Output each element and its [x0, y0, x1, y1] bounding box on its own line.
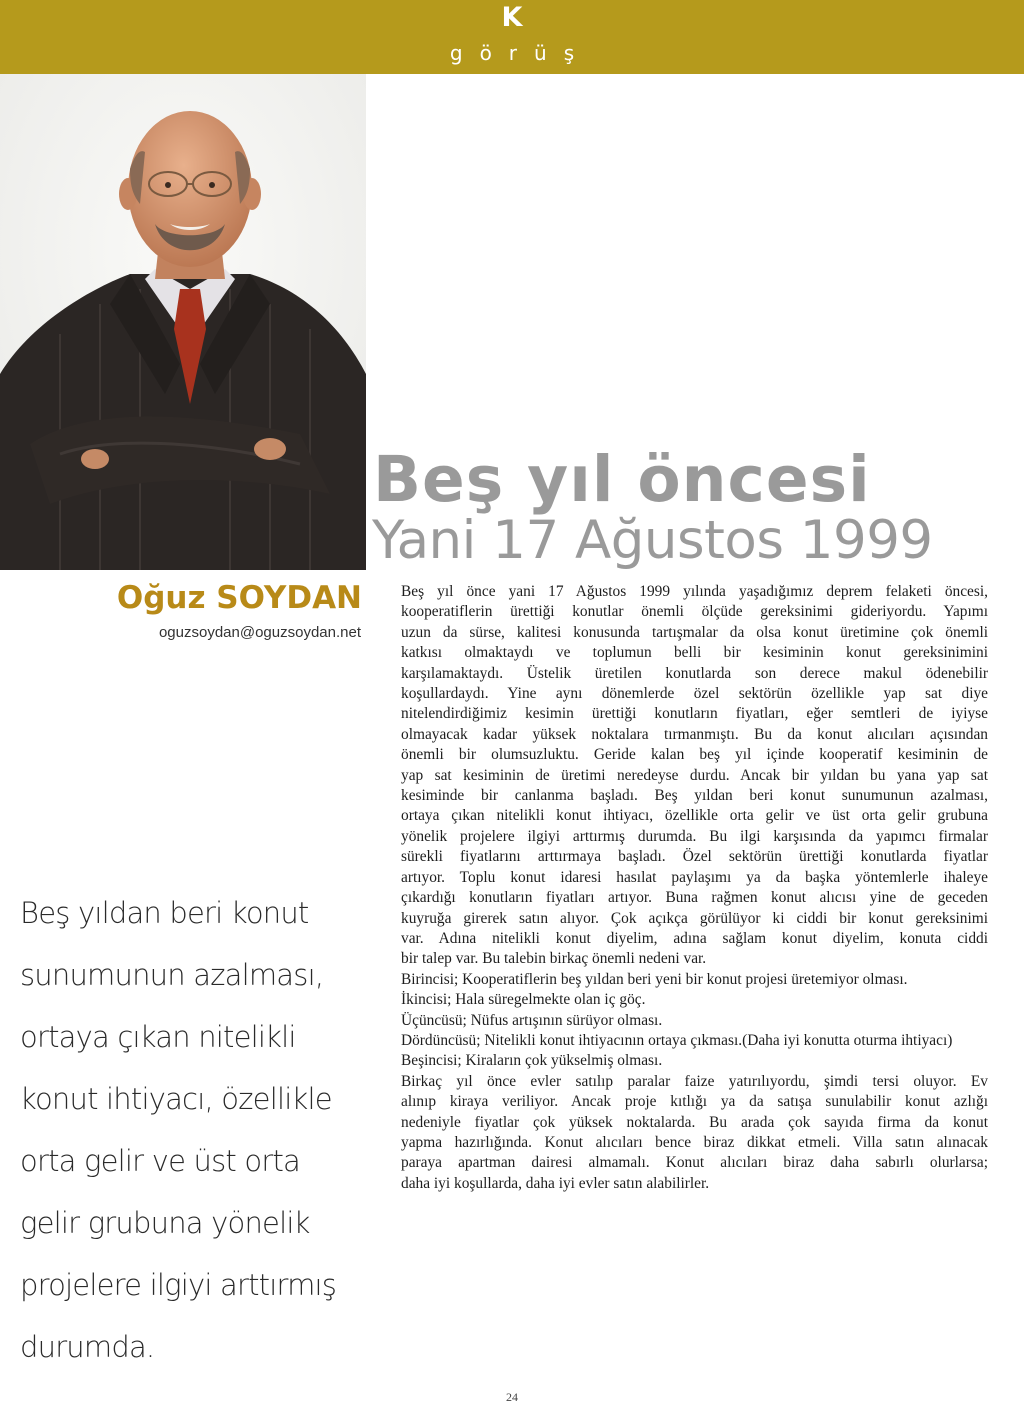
article-line: olmayacak kadar yüksek noktalara tırmanmıştı. Bu da konut alıcıları açısından: [401, 725, 988, 743]
article-paragraph-closing: [376, 1072, 988, 1194]
header-bar: [0, 0, 1024, 74]
article-line: alınıp kiraya veriliyor. Ancak proje kıtlığı ya da satışa sunulabilir konut azlığı: [401, 1093, 988, 1111]
article-line: Birkaç yıl önce evler satılıp paralar faize yatırılıyordu, şimdi tersi oluyor. Ev: [401, 1072, 988, 1090]
article-line: koşullardaydı. Yine aynı dönemlerde özel sektörün özellikle yap sat diye: [401, 685, 988, 703]
magazine-logo: K: [501, 2, 523, 33]
author-photo: [0, 74, 366, 570]
pull-quote: [20, 882, 355, 1378]
article-line: nitelendirdiğimiz kesimin ürettiği konutların fiyatları, eğer semtleri de iyiyse: [401, 705, 988, 723]
article-line: bir talep var. Bu talebin birkaç önemli nedeni var.: [401, 950, 707, 968]
reason-5: Beşincisi; Kiraların çok yükselmiş olması.: [401, 1052, 663, 1070]
author-email[interactable]: oguzsoydan@oguzsoydan.net: [158, 624, 361, 641]
article-line: artıyor. Toplu konut idaresi hasılat paylaşımı ya da başka yöntemlerle ihaleye: [401, 868, 988, 886]
section-label: görüş: [449, 41, 592, 65]
article-line: yapma hazırlığında. Konut alıcıları bence biraz dikkat etmeli. Villa satın alınacak: [401, 1133, 988, 1151]
pull-quote-line: orta gelir ve üst orta: [20, 1144, 301, 1178]
article-line: Beş yıl önce yani 17 Ağustos 1999 yılında yaşadığımız deprem felaketi öncesi,: [401, 583, 988, 600]
author-name: Oğuz SOYDAN: [116, 580, 362, 616]
article-line: kesiminde bir canlanma başladı. Beş yıldan beri konut sunumunun azalması,: [401, 787, 988, 805]
article-paragraph-1: [376, 582, 988, 970]
reason-1: Birincisi; Kooperatiflerin beş yıldan beri yeni bir konut projesi üretemiyor olması.: [401, 970, 908, 988]
page-number: 24: [506, 1390, 518, 1404]
pull-quote-line: sunumunun azalması,: [20, 958, 324, 992]
article-line: uzun da sürse, kalitesi konusunda tartışmalar da olsa konut üretimine çok önemli: [401, 623, 988, 641]
reason-2: İkincisi; Hala süregelmekte olan iç göç.: [401, 991, 646, 1009]
article-line: kuyruğa girerek satın alıyor. Çok açıkça görülüyor ki ciddi bir konut gereksinimi: [401, 909, 988, 927]
article-line: karşılamaktaydı. Üstelik üretilen konutlarda son derece makul ödenebilir: [401, 664, 988, 682]
article-line: önemli bir olumsuzluktu. Geride kalan beş yıl içinde kooperatif kesiminin de: [401, 746, 988, 764]
article-line: var. Adına nitelikli konut diyelim, adına sağlam konut diyelim, konuta ciddi: [401, 929, 988, 947]
article-line: yönelik projelere ilgiyi arttırmış durumda. Bu ilgi karşısında da yapımcı firmalar: [401, 827, 988, 845]
article-body: [376, 582, 988, 1194]
article-title: Beş yıl öncesi: [373, 443, 871, 516]
article-line: daha iyi koşullarda, daha iyi evler satın alabilirler.: [401, 1174, 710, 1192]
article-line: katkısı olmaktaydı ve toplumun belli bir kesiminin konut gereksinimini: [401, 644, 988, 662]
reason-3: Üçüncüsü; Nüfus artışının sürüyor olması.: [401, 1011, 663, 1029]
article-line: çıkardığı konutların fiyatları artıyor. Buna rağmen konut alıcısı yine de geceden: [401, 889, 988, 907]
article-line: paraya apartman dairesi almamalı. Konut alıcıları biraz daha sabırlı olurlarsa;: [401, 1154, 988, 1172]
article-line: nedeniyle fiyatlar çok yüksek noktalarda. Bu arada çok sayıda firma da konut: [401, 1113, 988, 1131]
article-line: yap sat kesiminin de üretimi neredeyse durdu. Ancak bir yıldan bu yana yap sat: [401, 766, 988, 784]
pull-quote-line: Beş yıldan beri konut: [20, 896, 309, 930]
pull-quote-line: konut ihtiyacı, özellikle: [20, 1082, 332, 1116]
article-line: sürekli fiyatlarını arttırmaya başladı. Özel sektörün ürettiği konutlarda fiyatlar: [401, 848, 988, 866]
article-line: ortaya çıkan nitelikli konut ihtiyacı, özellikle orta gelir ve üst orta gelir grubuna: [401, 807, 988, 825]
pull-quote-line: projelere ilgiyi arttırmış: [20, 1268, 337, 1302]
article-subtitle: Yani 17 Ağustos 1999: [372, 510, 933, 571]
article-line: kooperatiflerin ürettiği konutlar önemli ölçüde gereksinimi gideriyordu. Yapımı: [401, 603, 988, 621]
pull-quote-line: ortaya çıkan nitelikli: [20, 1020, 296, 1054]
reason-4: Dördüncüsü; Nitelikli konut ihtiyacının ortaya çıkması.(Daha iyi konutta oturma ihtiyacı): [401, 1031, 953, 1049]
pull-quote-line: durumda.: [20, 1330, 155, 1364]
pull-quote-line: gelir grubuna yönelik: [20, 1206, 310, 1240]
